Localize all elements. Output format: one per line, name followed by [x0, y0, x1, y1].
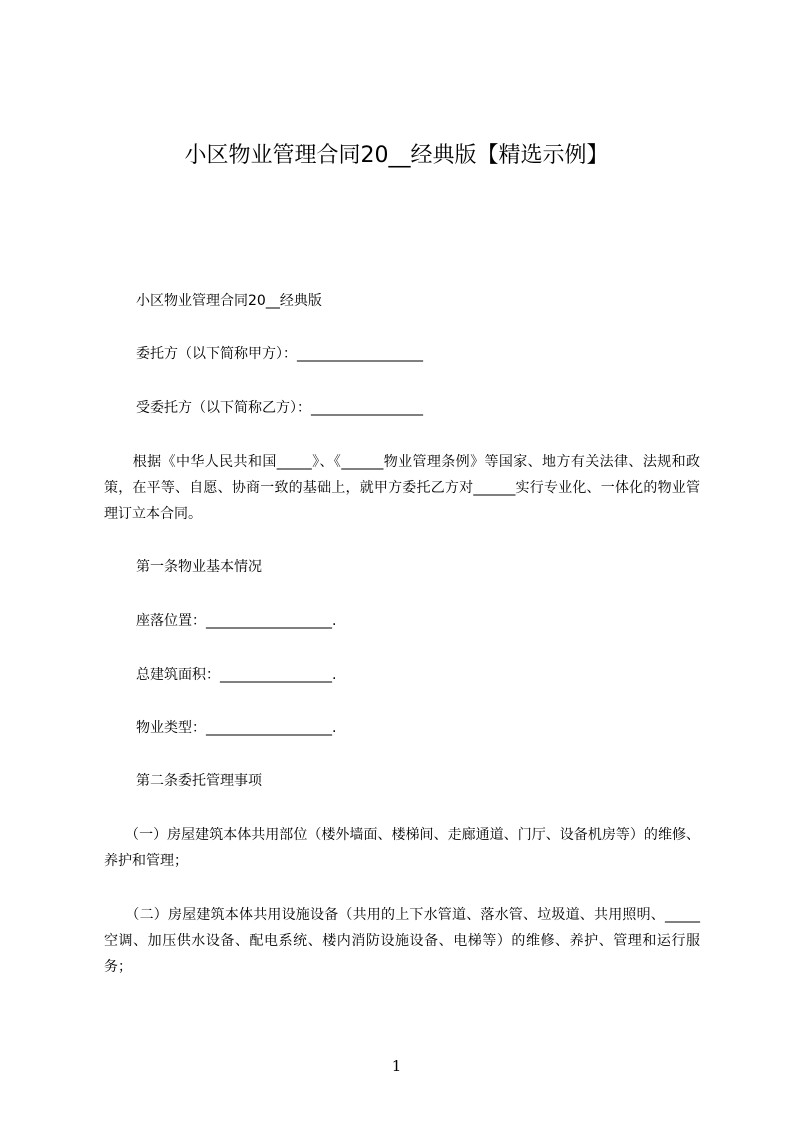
article-2-item-1: （一）房屋建筑本体共用部位（楼外墙面、楼梯间、走廊通道、门厅、设备机房等）的维修、养护和管理； [104, 827, 700, 869]
party-b-line: 受委托方（以下简称乙方）：________________ [136, 400, 423, 416]
total-area-line: 总建筑面积：________________. [136, 667, 337, 683]
document-title: 小区物业管理合同20__经典版【精选示例】 [184, 143, 609, 168]
article-2-item-2: （二）房屋建筑本体共用设施设备（共用的上下水管道、落水管、垃圾道、共用照明、_____空调、加压供水设备、配电系统、楼内消防设施设备、电梯等）的维修、养护、管理和运行服务； [104, 907, 700, 975]
article-1-heading: 第一条物业基本情况 [136, 559, 262, 575]
page-number: 1 [391, 1057, 402, 1075]
preamble-paragraph: 根据《中华人民共和国_____》、《______物业管理条例》等国家、地方有关法律、法规和政策，在平等、自愿、协商一致的基础上，就甲方委托乙方对______实行专业化、一体化的物业管理订立本合同。 [104, 454, 700, 522]
party-a-line: 委托方（以下简称甲方）：__________________ [136, 346, 423, 362]
contract-subtitle: 小区物业管理合同20__经典版 [136, 293, 322, 309]
article-2-heading: 第二条委托管理事项 [136, 773, 262, 789]
location-line: 座落位置：__________________. [136, 613, 337, 629]
property-type-line: 物业类型：__________________. [136, 720, 337, 736]
